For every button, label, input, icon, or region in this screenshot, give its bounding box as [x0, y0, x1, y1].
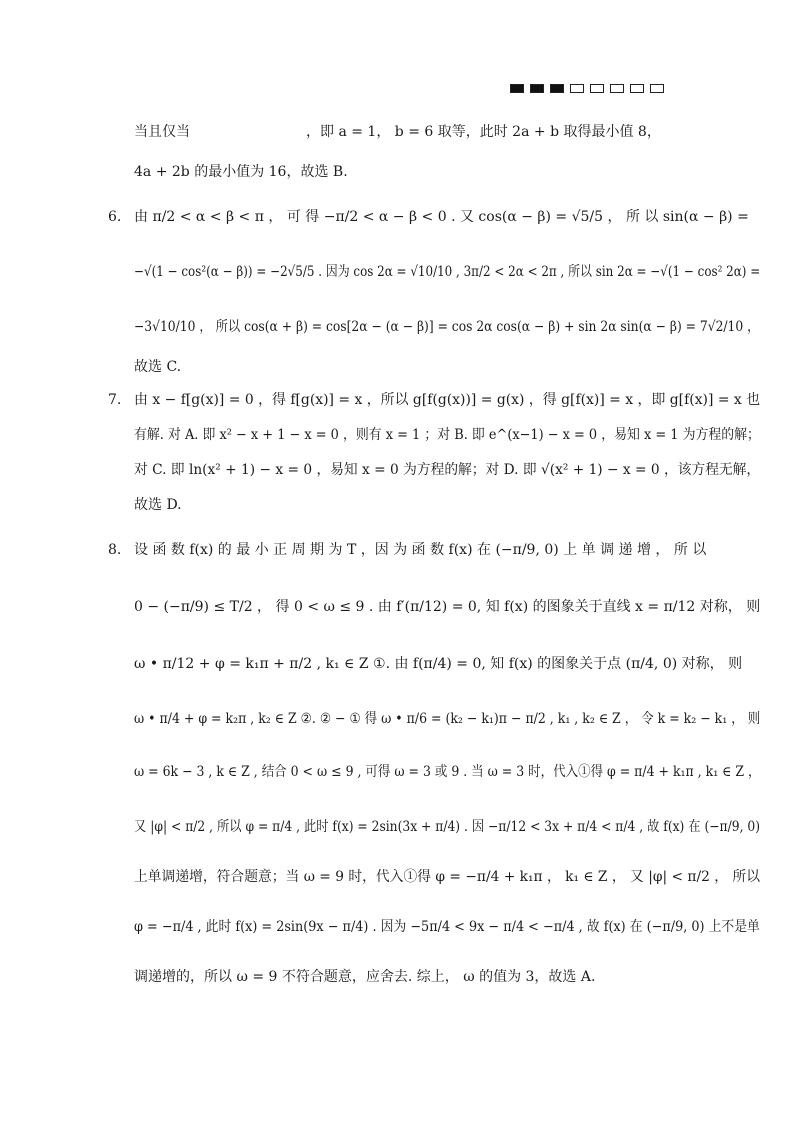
q6-line-2: −√(1 − cos²(α − β)) = −2√5/5 . 因为 cos 2α = √10/10 , 3π/2 < 2α < 2π , 所以 sin 2α = −√(1 − cos² 2α) = — [134, 264, 761, 280]
q7-line-4: 故选 D. — [134, 497, 182, 513]
q7-line-1: 由 x − f[g(x)] = 0 ，得 f[g(x)] = x ，所以 g[f(g(x))] = g(x) ，得 g[f(x)] = x ，即 g[f(x)] = x 也 — [134, 392, 761, 408]
q8-line-3: ω • π/12 + φ = k₁π + π/2 , k₁ ∈ Z ①. 由 f(π/4) = 0, 知 f(x) 的图象关于点 (π/4, 0) 对称， 则 — [134, 656, 743, 672]
q8-line-5: ω = 6k − 3 , k ∈ Z , 结合 0 < ω ≤ 9 , 可得 ω = 3 或 9 . 当 ω = 3 时，代入①得 φ = π/4 + k₁π , k₁ ∈ Z ， — [134, 764, 761, 780]
q8-line-9: 调递增的，所以 ω = 9 不符合题意，应舍去. 综上， ω 的值为 3，故选 A. — [134, 969, 596, 985]
marker-square-empty — [650, 84, 664, 93]
marker-square-empty — [590, 84, 604, 93]
q6-line-3: −3√10/10 ， 所以 cos(α + β) = cos[2α − (α − β)] = cos 2α cos(α − β) + sin 2α sin(α − β) = 7√2/10 ， — [134, 319, 760, 335]
marker-square-empty — [630, 84, 644, 93]
line-2: 4a + 2b 的最小值为 16，故选 B. — [134, 164, 348, 180]
q6-line-4: 故选 C. — [134, 359, 182, 375]
q7-line-3: 对 C. 即 ln(x² + 1) − x = 0 ，易知 x = 0 为方程的解；对 D. 即 √(x² + 1) − x = 0 ，该方程无解， — [134, 462, 761, 478]
q6-number: 6. — [108, 209, 122, 225]
marker-square-filled — [550, 84, 564, 93]
q7-line-2: 有解. 对 A. 即 x² − x + 1 − x = 0 ，则有 x = 1 ；对 B. 即 e^(x−1) − x = 0 ，易知 x = 1 为方程的解； — [134, 427, 760, 443]
marker-square-empty — [610, 84, 624, 93]
q6-line-1: 由 π/2 < α < β < π ， 可 得 −π/2 < α − β < 0 . 又 cos(α − β) = √5/5 ， 所 以 sin(α − β) = — [134, 209, 749, 225]
marker-square-filled — [530, 84, 544, 93]
line-1a: 当且仅当 — [134, 124, 190, 140]
marker-square-empty — [570, 84, 584, 93]
q7-number: 7. — [108, 392, 122, 408]
progress-marker — [510, 84, 664, 93]
marker-square-filled — [510, 84, 524, 93]
q8-line-8: φ = −π/4 , 此时 f(x) = 2sin(9x − π/4) . 因为 −5π/4 < 9x − π/4 < −π/4 , 故 f(x) 在 (−π/9, 0) 上不是单 — [134, 919, 760, 935]
q8-line-4: ω • π/4 + φ = k₂π , k₂ ∈ Z ②. ② − ① 得 ω • π/6 = (k₂ − k₁)π − π/2 , k₁ , k₂ ∈ Z ， 令 k = k₂ − k₁ ， 则 — [134, 711, 761, 727]
q8-line-7: 上单调递增，符合题意；当 ω = 9 时，代入①得 φ = −π/4 + k₁π ， k₁ ∈ Z ， 又 |φ| < π/2 ， 所以 — [134, 869, 760, 885]
line-1b: ，即 a = 1， b = 6 取等，此时 2a + b 取得最小值 8， — [306, 124, 661, 140]
q8-number: 8. — [108, 542, 122, 558]
q8-line-2: 0 − (−π/9) ≤ T/2 ， 得 0 < ω ≤ 9 . 由 f′(π/12) = 0, 知 f(x) 的图象关于直线 x = π/12 对称， 则 — [134, 599, 761, 615]
q8-line-6: 又 |φ| < π/2 , 所以 φ = π/4 , 此时 f(x) = 2sin(3x + π/4) . 因 −π/12 < 3x + π/4 < π/4 , 故 f(x) 在 (−π/9, 0) — [134, 819, 761, 835]
q8-line-1: 设 函 数 f(x) 的 最 小 正 周 期 为 T ，因 为 函 数 f(x) 在 (−π/9, 0) 上 单 调 递 增 ， 所 以 — [134, 542, 707, 558]
